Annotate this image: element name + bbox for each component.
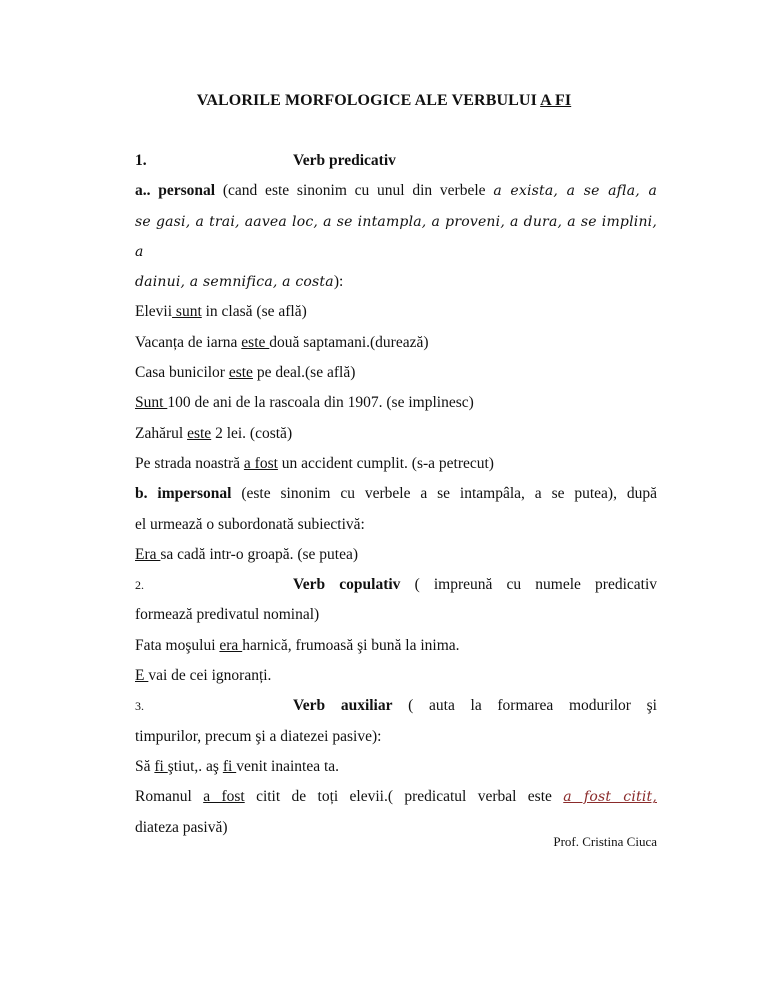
- example-line: [135, 358, 657, 388]
- example-verb: este: [187, 424, 212, 442]
- example-line: diateza pasivă): [135, 818, 228, 836]
- example-verb: era: [219, 636, 243, 654]
- example-verb: a fost: [203, 788, 245, 806]
- title-main: VALORILE MORFOLOGICE ALE VERBULUI: [196, 92, 541, 109]
- example-text: in clasă (se află): [201, 303, 307, 321]
- section-1b-label: b. impersonal: [135, 485, 232, 503]
- section-1a-text-end: ):: [333, 273, 344, 291]
- example-text: Casa bunicilor: [135, 364, 229, 382]
- example-text: Elevii: [135, 303, 173, 321]
- example-line: [135, 297, 657, 327]
- example-line: [135, 388, 657, 418]
- example-line: [135, 419, 657, 449]
- example-verb: fi: [222, 757, 237, 775]
- section-1b-text: (este sinonim cu verbele a se intampâla, a se putea), după: [231, 485, 657, 503]
- example-line: [135, 449, 657, 479]
- document-body: [135, 146, 657, 843]
- section-3-text: ( auta la formarea modurilor şi: [392, 697, 657, 715]
- example-verb-italic: a fost citit,: [563, 789, 657, 806]
- example-verb: fi: [154, 757, 168, 775]
- example-text: vai de cei ignoranți.: [148, 667, 272, 685]
- section-1a-line-3: [135, 267, 657, 297]
- section-1b-line-2: el urmează o subordonată subiectivă:: [135, 515, 365, 533]
- section-2-line-2: formează predivatul nominal): [135, 606, 320, 624]
- example-verb: Era: [135, 545, 161, 563]
- example-text: Vacanța de iarna: [135, 333, 242, 351]
- section-1a-text: (cand este sinonim cu unul din verbele: [215, 182, 494, 200]
- signature: Prof. Cristina Ciuca: [553, 834, 657, 849]
- section-1a-italic-1: a exista, a se afla, a: [493, 183, 657, 200]
- section-1a-italic-2: se gasi, a trai, aavea loc, a se intampla, a proveni, a dura, a se implini, a: [135, 213, 657, 260]
- example-verb: sunt: [172, 303, 202, 321]
- example-text: pe deal.(se află): [252, 364, 356, 382]
- section-1-title: Verb predicativ: [293, 152, 396, 169]
- example-verb: este: [241, 333, 270, 351]
- section-3-title: Verb auxiliar: [293, 697, 393, 715]
- section-2-text: ( impreună cu numele predicativ: [400, 576, 658, 594]
- example-text: Pe strada noastră: [135, 454, 244, 472]
- example-line: [135, 782, 657, 812]
- example-text: venit inaintea ta.: [236, 757, 340, 775]
- example-verb: Sunt: [135, 394, 168, 412]
- section-1a-line-1: [135, 176, 657, 206]
- section-2-number: 2.: [135, 578, 144, 593]
- example-text: un accident cumplit. (s-a petrecut): [277, 454, 494, 472]
- document-title: [0, 92, 768, 110]
- section-3-line-2: timpurilor, precum şi a diatezei pasive):: [135, 727, 382, 745]
- section-2-title: Verb copulativ: [293, 576, 401, 594]
- example-text: Fata moşului: [135, 636, 220, 654]
- example-text: sa cadă intr-o groapă. (se putea): [160, 545, 359, 563]
- section-2-heading: [135, 570, 657, 600]
- example-text: ştiut,. aş: [167, 757, 223, 775]
- section-3-heading: [135, 691, 657, 721]
- example-verb: a fost: [243, 454, 278, 472]
- section-1-heading: [135, 146, 657, 176]
- section-1-number: 1.: [135, 152, 147, 169]
- example-text: citit de toți elevii.( predicatul verbal este: [244, 788, 564, 806]
- section-1b-line-1: [135, 479, 657, 509]
- example-text: Să: [135, 757, 155, 775]
- example-line: [135, 661, 657, 691]
- title-underlined: A FI: [540, 92, 572, 109]
- section-1a-italic-3: dainui, a semnifica, a costa: [135, 274, 334, 291]
- example-text: două saptamani.(durează): [269, 333, 429, 351]
- example-text: 100 de ani de la rascoala din 1907. (se implinesc): [167, 394, 474, 412]
- section-3-number: 3.: [135, 699, 144, 714]
- example-text: harnică, frumoasă şi bună la inima.: [242, 636, 460, 654]
- example-line: [135, 631, 657, 661]
- example-text: Romanul: [135, 788, 204, 806]
- example-line: [135, 328, 657, 358]
- example-verb: este: [228, 364, 253, 382]
- example-line: [135, 752, 657, 782]
- example-text: Zahărul: [135, 424, 188, 442]
- example-text: 2 lei. (costă): [211, 424, 293, 442]
- example-verb: E: [135, 667, 149, 685]
- section-1a-label: a.. personal: [135, 182, 216, 200]
- example-line: [135, 540, 657, 570]
